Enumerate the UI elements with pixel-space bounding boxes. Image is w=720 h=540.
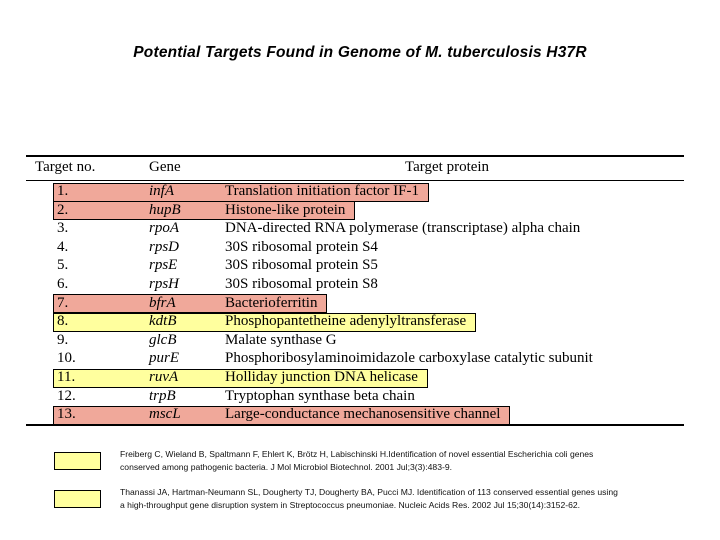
table-row (0, 256, 720, 275)
target-protein: DNA-directed RNA polymerase (transcriptase) alpha chain (225, 220, 581, 237)
target-protein: 30S ribosomal protein S5 (225, 257, 378, 274)
target-protein: Holliday junction DNA helicase (225, 369, 418, 385)
target-no: 1. (57, 183, 69, 199)
table-row (0, 312, 720, 331)
target-no: 6. (57, 276, 69, 292)
table-row (0, 368, 720, 387)
table-row (0, 275, 720, 294)
header-rule (26, 180, 684, 181)
target-protein: Phosphoribosylaminoimidazole carboxylase catalytic subunit (225, 350, 593, 367)
table-row (0, 387, 720, 406)
gene-name: hupB (149, 201, 181, 218)
gene-name: ruvA (149, 369, 179, 385)
table-row (0, 182, 720, 201)
legend-yellow-swatch (54, 452, 101, 470)
table-row (0, 238, 720, 257)
target-no: 12. (57, 387, 76, 404)
gene-name: rpoA (149, 220, 179, 237)
header-target-no: Target no. (35, 159, 96, 175)
table-row (0, 294, 720, 313)
target-protein: Histone-like protein (225, 201, 346, 218)
gene-name: glcB (149, 331, 177, 348)
gene-name: trpB (149, 387, 176, 404)
target-no: 9. (57, 331, 69, 348)
target-no: 5. (57, 257, 69, 274)
page-title: Potential Targets Found in Genome of M. tuberculosis H37R (133, 44, 587, 61)
table-row (0, 331, 720, 350)
gene-name: purE (149, 350, 179, 367)
target-protein: 30S ribosomal protein S4 (225, 238, 378, 255)
reference-1-line2: conserved among pathogenic bacteria. J Mol Microbiol Biotechnol. 2001 Jul;3(3):483-9. (120, 461, 453, 472)
table-row (0, 201, 720, 220)
target-protein: Phosphopantetheine adenylyltransferase (225, 313, 467, 330)
gene-name: rpsE (149, 257, 178, 274)
table-top-rule (26, 155, 684, 157)
gene-name: mscL (149, 406, 181, 423)
table-bottom-rule (26, 424, 684, 426)
header-target-protein: Target protein (405, 159, 490, 175)
gene-name: kdtB (149, 313, 177, 330)
reference-1-line1: Freiberg C, Wieland B, Spaltmann F, Ehlert K, Brötz H, Labischinski H.Identification of novel essential Escherichia coli genes (120, 449, 594, 459)
reference-2 (120, 486, 618, 511)
reference-2-line1: Thanassi JA, Hartman-Neumann SL, Dougherty TJ, Dougherty BA, Pucci MJ. Identification of 113 conserved essential genes using (120, 487, 618, 497)
target-no: 8. (57, 313, 69, 330)
target-no: 13. (57, 406, 76, 423)
target-protein: Translation initiation factor IF-1 (225, 183, 420, 199)
target-no: 11. (57, 369, 76, 385)
gene-name: bfrA (149, 294, 176, 311)
target-no: 4. (57, 238, 69, 255)
target-no: 10. (57, 350, 76, 367)
target-protein: Tryptophan synthase beta chain (225, 387, 415, 404)
gene-name: rpsD (149, 238, 180, 255)
target-protein: Bacterioferritin (225, 294, 318, 311)
table-row (0, 405, 720, 424)
table-row (0, 349, 720, 368)
gene-name: rpsH (149, 276, 180, 292)
target-no: 2. (57, 201, 69, 218)
reference-1 (120, 448, 593, 473)
gene-name: infA (149, 183, 174, 199)
target-protein: Large-conductance mechanosensitive channel (225, 406, 501, 423)
target-protein: 30S ribosomal protein S8 (225, 276, 378, 292)
reference-2-line2: a high-throughput gene disruption system in Streptococcus pneumoniae. Nucleic Acids Res. 2002 Jul 15;30(14):3152-62. (120, 499, 581, 510)
legend-red-swatch (54, 490, 101, 508)
header-gene: Gene (149, 159, 181, 175)
target-protein: Malate synthase G (225, 331, 337, 348)
target-no: 3. (57, 220, 69, 237)
target-no: 7. (57, 294, 69, 311)
table-row (0, 219, 720, 238)
